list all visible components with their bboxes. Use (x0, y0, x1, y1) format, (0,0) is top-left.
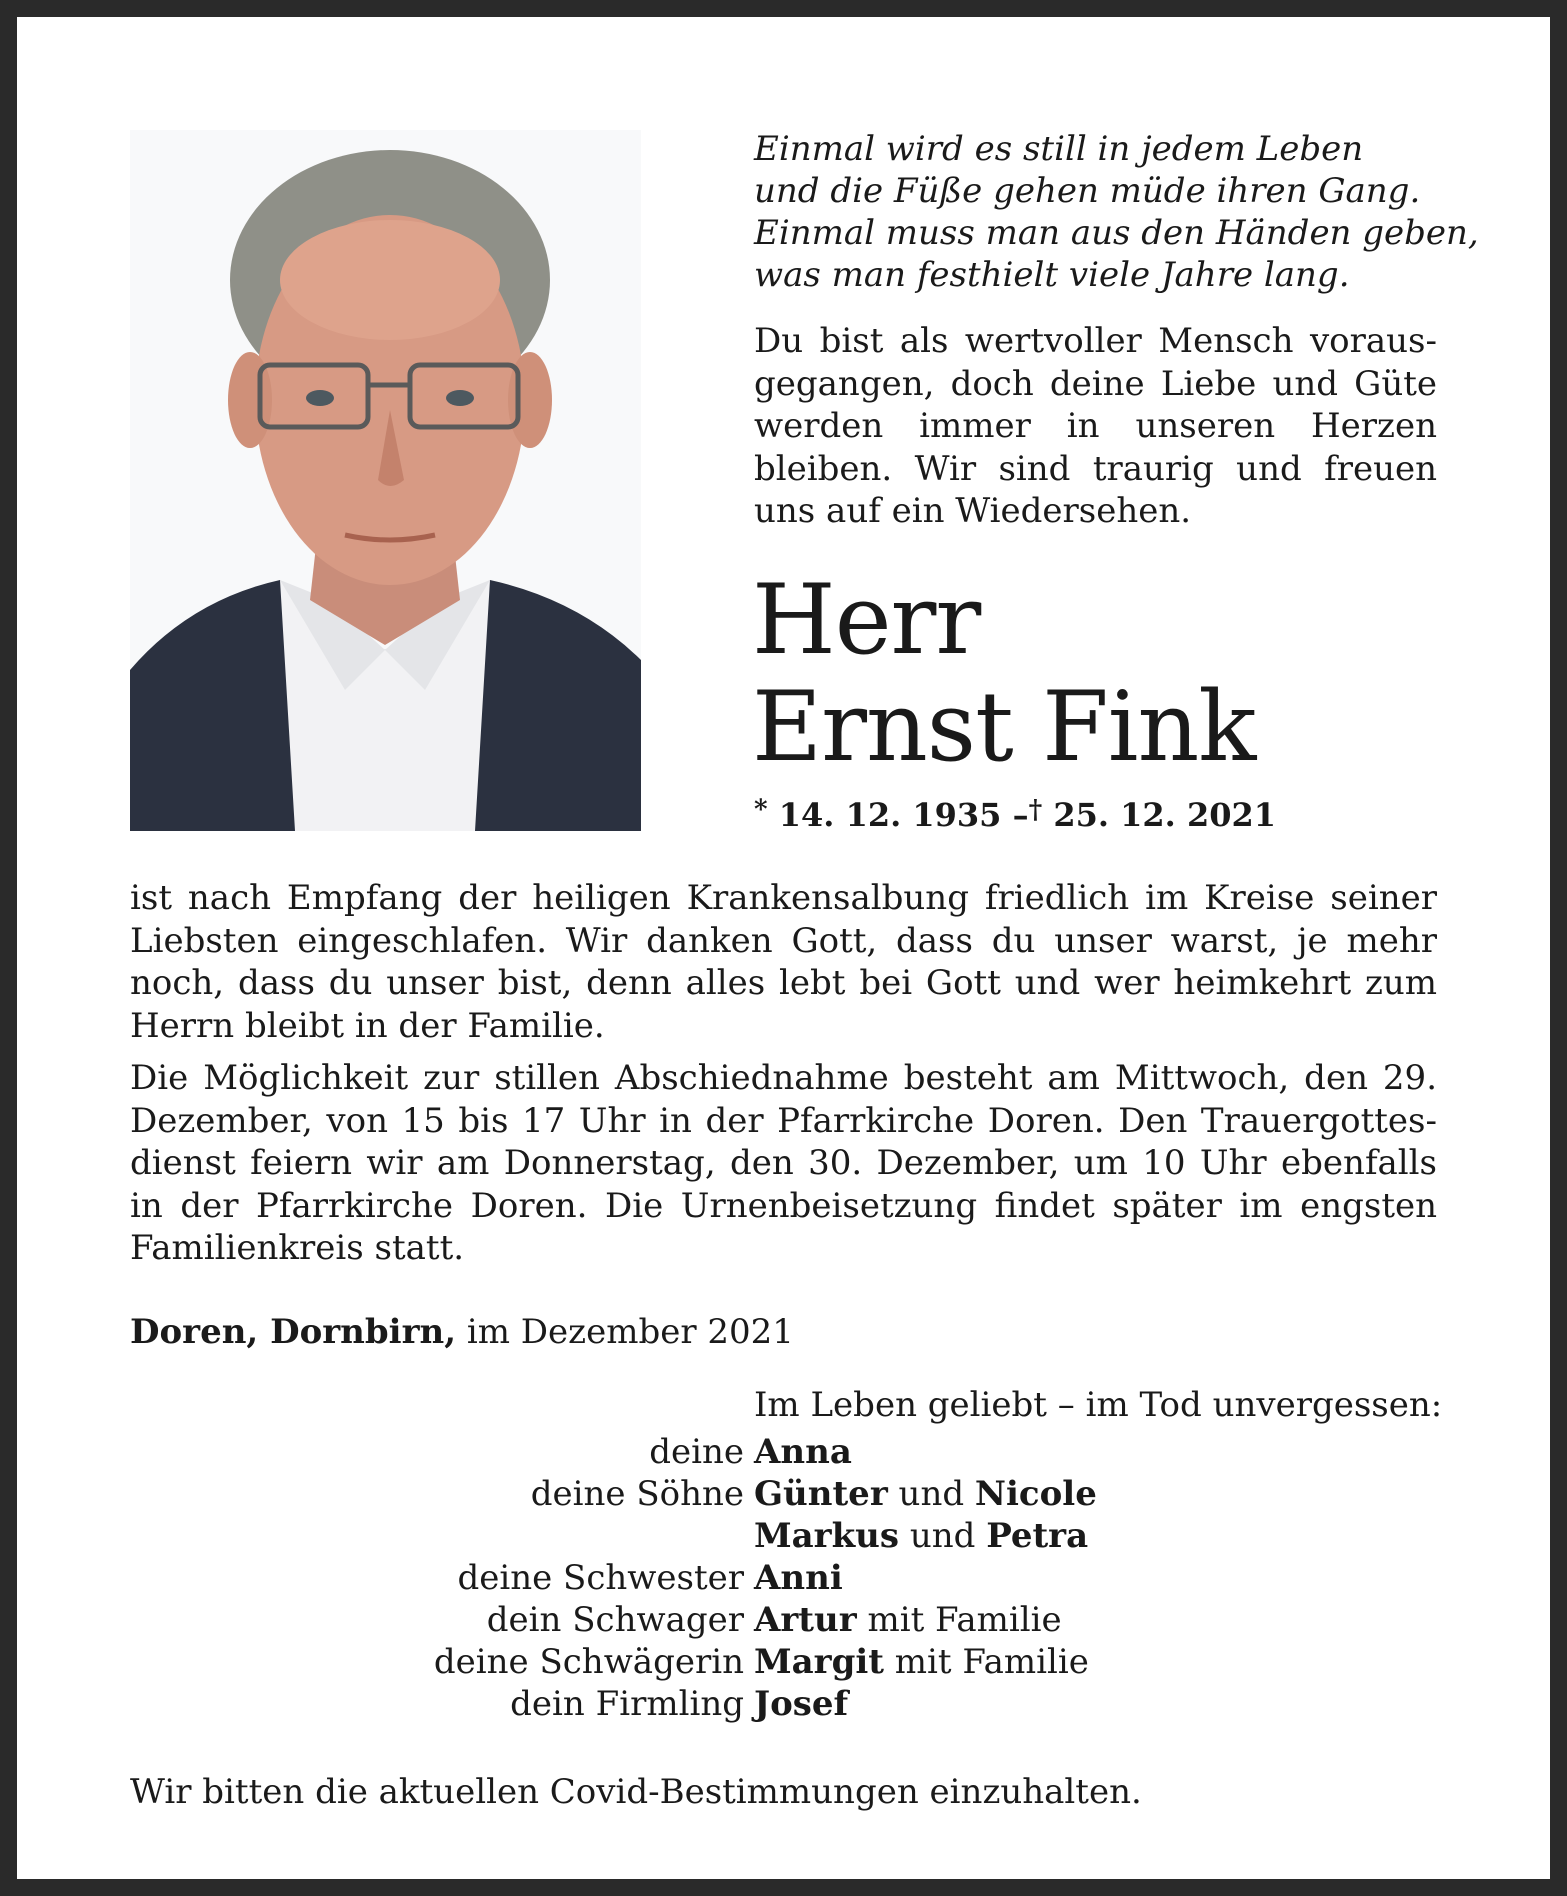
mourner-relation (317, 1515, 754, 1557)
mourner-name: Artur (754, 1600, 857, 1640)
mourner-conjunction: und (909, 1516, 976, 1556)
death-cross-icon: † (1028, 795, 1043, 825)
mourner-name: Günter (754, 1474, 888, 1514)
verse-line: was man festhielt viele Jahre lang. (754, 255, 1350, 295)
obituary-sheet (17, 17, 1550, 1879)
mourner-conjunction: mit Familie (867, 1600, 1062, 1640)
mourner-row (317, 1683, 1217, 1725)
closing-note: Wir bitten die aktuellen Covid-Bestimmungen einzuhalten. (130, 1772, 1142, 1812)
mourner-name: Anni (754, 1558, 843, 1598)
mourners-heading: Im Leben geliebt – im Tod unvergessen: (754, 1385, 1443, 1425)
birth-star-icon: * (754, 795, 768, 825)
verse-line: Einmal muss man aus den Händen geben, (754, 213, 1479, 253)
verse-line: und die Füße gehen müde ihren Gang. (754, 171, 1421, 211)
mourner-name: Markus (754, 1516, 899, 1556)
mourner-relation: dein Firmling (510, 1684, 744, 1724)
poem-verse (754, 128, 1479, 296)
mourner-relation: deine (649, 1432, 744, 1472)
mourner-row (317, 1431, 1217, 1473)
mourner-name: Nicole (974, 1474, 1097, 1514)
mourner-name: Josef (754, 1684, 849, 1724)
date-separator: – (1012, 796, 1029, 834)
portrait-photo (130, 130, 641, 831)
mourner-relation: deine Söhne (530, 1474, 744, 1514)
mourner-row (317, 1641, 1217, 1683)
mourner-conjunction: und (898, 1474, 965, 1514)
places: Doren, Dornbirn, (130, 1312, 457, 1352)
life-dates (754, 795, 1454, 834)
salutation: Herr (752, 564, 981, 676)
mourner-relation: deine Schwägerin (433, 1642, 744, 1682)
mourner-name: Anna (754, 1432, 852, 1472)
deceased-name (752, 564, 1452, 783)
mourner-row (317, 1473, 1217, 1515)
main-paragraph: ist nach Empfang der heiligen Krankensalbung friedlich im Kreise seiner Liebsten eingeschlafen. Wir danken Gott, dass du unser warst, je mehr noch, dass du unser bist, denn alles lebt bei Gott und wer heimkehrt zum Herrn bleibt in der Familie. (130, 878, 1437, 1046)
intro-paragraph: Du bist als wertvoller Mensch vorausgegangen, doch deine Liebe und Güte werden immer in unseren Herzen bleiben. Wir sind traurig und freuen uns auf ein Wiedersehen. (754, 321, 1437, 531)
mourner-relation: deine Schwester (457, 1558, 744, 1598)
main-paragraph: Die Möglichkeit zur stillen Abschiednahme besteht am Mittwoch, den 29. Dezember, von 15 bis 17 Uhr in der Pfarrkirche Doren. Den Trauergottesdienst feiern wir am Donnerstag, den 30. Dezember, um 10 Uhr ebenfalls in der Pfarrkirche Doren. Die Urnenbeisetzung findet später im engsten Familienkreis statt. (130, 1058, 1437, 1268)
mourner-row (317, 1557, 1217, 1599)
verse-line: Einmal wird es still in jedem Leben (754, 129, 1364, 169)
mourners-list (317, 1431, 1217, 1725)
mourner-row (317, 1515, 1217, 1557)
place-date-signature (130, 1312, 794, 1352)
mourner-row (317, 1599, 1217, 1641)
birth-date: 14. 12. 1935 (778, 796, 1002, 834)
mourner-name: Petra (986, 1516, 1089, 1556)
mourner-relation: dein Schwager (486, 1600, 744, 1640)
portrait-photo-icon (130, 130, 641, 831)
death-date: 25. 12. 2021 (1053, 796, 1277, 834)
mourner-conjunction: mit Familie (894, 1642, 1089, 1682)
full-name: Ernst Fink (752, 671, 1256, 783)
mourner-name: Margit (754, 1642, 884, 1682)
signature-date: im Dezember 2021 (466, 1312, 794, 1352)
main-text (130, 877, 1437, 1280)
